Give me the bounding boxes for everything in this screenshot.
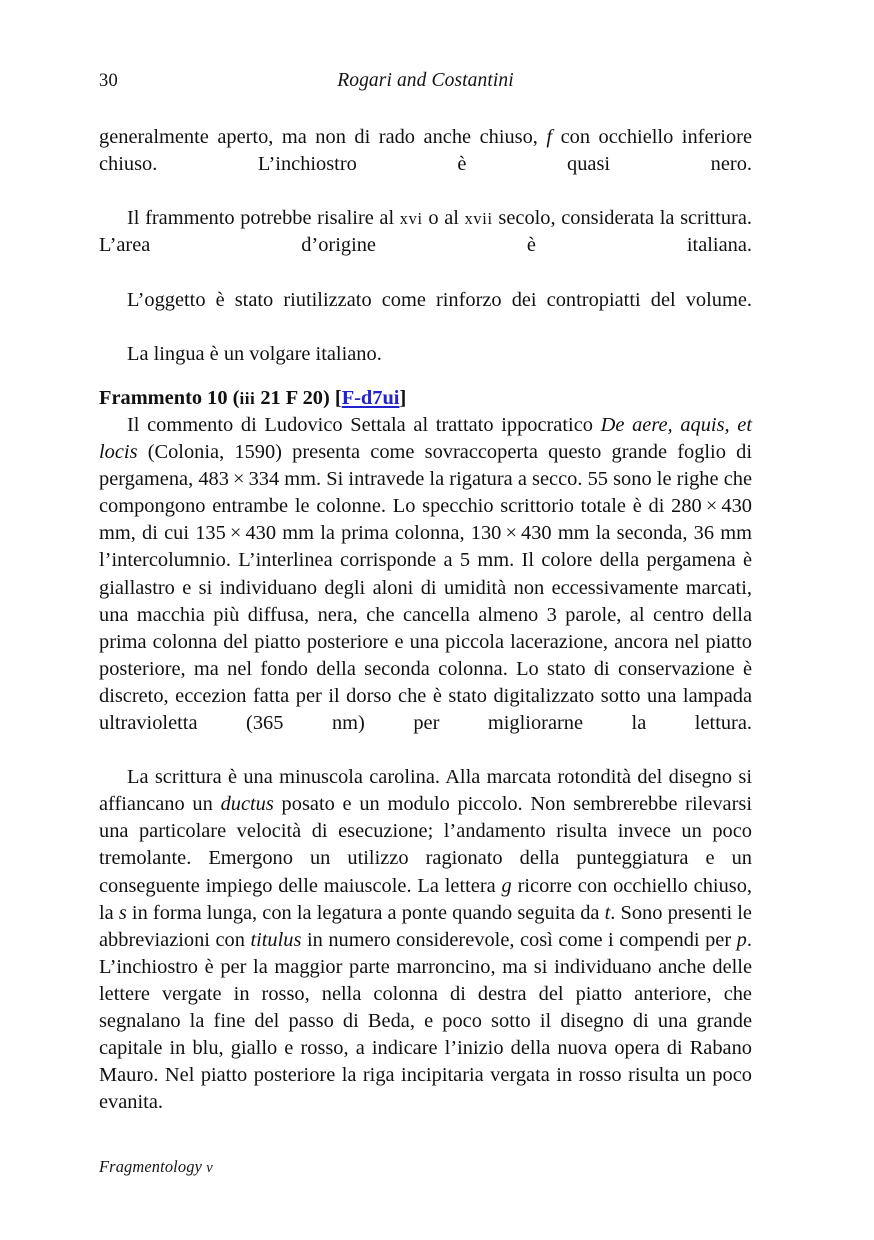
- fragment-identifier-link[interactable]: F-d7ui: [341, 386, 400, 409]
- italic-work-title: De aere, aquis, et locis: [99, 413, 752, 464]
- text-run: generalmente aperto, ma non di rado anche chiuso,: [99, 126, 547, 148]
- italic-term-titulus: titulus: [250, 928, 302, 951]
- text-run: con occhiello inferiore chiuso. L’inchiostro è quasi nero.: [99, 126, 752, 176]
- text-column: [99, 124, 752, 1116]
- text-run: . L’inchiostro è per la maggior parte marroncino, ma si individuano anche delle lettere vergate in rosso, nella colonna di destra del piatto anteriore, che segnalano la fine del passo di Beda, e poco sotto il disegno di una grande capitale in blu, giallo e rosso, a indicare l’inizio della nuova opera di Rabano Mauro. Nel piatto posteriore la riga incipitaria vergata in rosso risulta un poco evanita.: [99, 928, 752, 1114]
- bracket-close: ]: [399, 386, 407, 409]
- text-run: posato e un modulo piccolo. Non sembrerebbe rilevarsi una particolare velocità di esecuzione; l’andamento risulta invece un poco tremolante. Emergono un utilizzo ragionato della punteggiatura e un conseguente impiego delle maiuscole. La lettera: [99, 793, 752, 897]
- text-run: La scrittura è una minuscola carolina. Alla marcata rotondità del disegno si affiancano un: [99, 766, 752, 816]
- heading-shelfmark-rest: 21 F 20): [255, 386, 330, 409]
- text-run: in numero considerevole, così come i compendi per: [301, 928, 737, 951]
- journal-volume: v: [206, 1160, 214, 1176]
- smallcaps-century-xvii: xvii: [464, 209, 493, 229]
- text-run: secolo, considerata la scrittura. L’area d’origine è italiana.: [99, 207, 752, 257]
- journal-name: Fragmentology: [99, 1157, 207, 1176]
- paragraph-ink-description: [99, 124, 752, 205]
- paragraph-fragment-description: [99, 412, 752, 764]
- text-run: (Colonia, 1590) presenta come sovraccoperta questo grande foglio di pergamena, 483 × 334 mm. Si intravede la rigatura a secco. 55 sono le righe che compongono entrambe le colonne. Lo specchio scrittorio totale è di 280 × 430 mm, di cui 135 × 430 mm la prima colonna, 130 × 430 mm la seconda, 36 mm l’intercolumnio. L’interlinea corrisponde a 5 mm. Il colore della pergamena è giallastro e si individuano degli aloni di umidità non eccessivamente marcati, una macchia più diffusa, nera, che cancella almeno 3 parole, al centro della prima colonna del piatto posteriore e una piccola lacerazione, ancora nel piatto posteriore, ma nel fondo della seconda colonna. Lo stato di conservazione è discreto, eccezion fatta per il dorso che è stato digitalizzato sotto una lampada ultravioletta (365 nm) per migliorarne la lettura.: [99, 441, 752, 734]
- italic-letter-f: f: [546, 126, 553, 148]
- section-heading-frammento-10: [99, 385, 752, 412]
- italic-letter-t: t: [604, 901, 611, 924]
- page-footer: [99, 1157, 752, 1178]
- text-run: . Sono presenti le abbreviazioni con: [99, 901, 752, 951]
- text-run: in forma lunga, con la legatura a ponte quando seguita da: [126, 901, 605, 924]
- text-run: Il frammento potrebbe risalire al: [127, 207, 400, 230]
- heading-shelfmark-smallcaps: iii: [239, 388, 256, 408]
- paragraph-dating: [99, 205, 752, 286]
- running-header: [99, 68, 752, 94]
- italic-letter-s: s: [118, 901, 127, 924]
- page-number: 30: [99, 71, 118, 91]
- paragraph-reuse: L’oggetto è stato riutilizzato come rinforzo dei contropiatti del volume.: [127, 288, 752, 311]
- paragraph-script-description: [99, 764, 752, 1116]
- heading-spacer: [99, 368, 752, 385]
- text-run: o al: [422, 207, 465, 230]
- smallcaps-century-xvi: xvi: [399, 209, 423, 229]
- text-run: ricorre con occhiello chiuso, la: [99, 874, 752, 924]
- italic-term-ductus: ductus: [220, 793, 274, 816]
- heading-label: Frammento 10 (: [99, 386, 240, 409]
- text-run: Il commento di Ludovico Settala al trattato ippocratico: [127, 413, 601, 436]
- italic-letter-g: g: [501, 874, 512, 897]
- paragraph-language: La lingua è un volgare italiano.: [127, 342, 382, 365]
- italic-letter-p: p: [736, 928, 747, 951]
- bracket-open: [: [329, 386, 342, 409]
- running-title: Rogari and Costantini: [337, 70, 514, 91]
